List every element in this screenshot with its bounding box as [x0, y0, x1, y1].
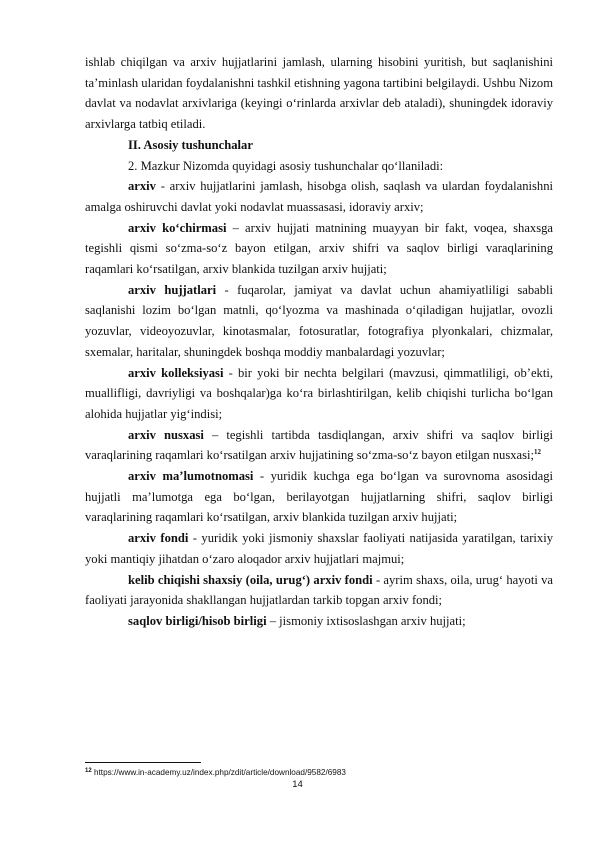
term-label: arxiv kolleksiyasi	[128, 365, 224, 380]
footnote-ref[interactable]: 12	[534, 448, 542, 457]
term-label: arxiv ko‘chirmasi	[128, 220, 227, 235]
section-heading: II. Asosiy tushunchalar	[128, 137, 253, 152]
term-label: arxiv hujjatlari	[128, 282, 217, 297]
term-definition: - bir yoki bir nechta belgilari (mavzusi, qimmatliligi, ob’ekti, muallifligi, davriyligi va boshqalar)ga ko‘ra birlashtirilgan, kelib chiqishi turlicha bo‘lgan alohida hujjatlar yig‘indisi;	[85, 365, 553, 421]
term-definition: - ayrim shaxs, oila, urug‘ hayoti va faoliyati jarayonida shakllangan hujjatlardan tarkib topgan arxiv fondi;	[85, 572, 554, 608]
term-label: arxiv	[128, 179, 156, 194]
footnote-mark: 12	[85, 768, 92, 774]
body-text	[85, 52, 553, 632]
term-arxiv-hujjatlari	[85, 280, 553, 363]
term-definition: - yuridik yoki jismoniy shaxslar faoliyati natijasida yaratilgan, tarixiy yoki mantiqiy jihatdan o‘zaro aloqador arxiv hujjatlari majmui;	[85, 531, 553, 566]
term-label: arxiv nusxasi	[128, 427, 204, 442]
term-saqlov-birligi	[85, 611, 553, 632]
intro-paragraph: ishlab chiqilgan va arxiv hujjatlarini jamlash, ularning hisobini yuritish, but saqlanishini ta’minlash ularidan foydalanishni tashkil etishning yagona tartibini belgilaydi. Ushbu Nizom davlat va nodavlat arxivlariga (keyingi o‘rinlarda arxivlar deb ataladi), shuningdek idoraviy arxivlarga tatbiq etiladi.	[85, 55, 553, 132]
lead-paragraph: 2. Mazkur Nizomda quyidagi asosiy tushunchalar qo‘llaniladi:	[128, 158, 444, 173]
term-label: arxiv ma’lumotnomasi	[128, 469, 254, 484]
term-arxiv	[85, 176, 553, 217]
term-definition: - fuqarolar, jamiyat va davlat uchun ahamiyatliligi sababli saqlanishi lozim bo‘lgan matnli, qo‘lyozma va mashinada o‘qiladigan hujjatlar, ovozli yozuvlar, videoyozuvlar, kinotasmalar, fotosuratlar, fotografiya plyonkalari, chizmalar, sxemalar, haritalar, shuningdek boshqa moddiy manbalardagi yozuvlar;	[85, 282, 554, 359]
term-definition: - yuridik kuchga ega bo‘lgan va surovnoma asosidagi hujjatli ma’lumotga ega bo‘lgan, berilayotgan hujjatlarning shifri, saqlov birligi varaqlarining raqamlari ko‘rsatilgan, arxiv blankida tuzilgan arxiv hujjati;	[85, 469, 553, 525]
term-arxiv-kolleksiyasi	[85, 363, 553, 425]
term-definition: – arxiv hujjati matnining muayyan bir fakt, voqea, shaxsga tegishli qismi so‘zma-so‘z bayon etilgan, arxiv shifri va saqlov birligi varaqlarining raqamlari ko‘rsatilgan, arxiv blankida tuzilgan arxiv hujjati;	[85, 220, 554, 277]
term-definition: – jismoniy ixtisoslashgan arxiv hujjati;	[266, 613, 466, 628]
term-arxiv-kochirmasi	[85, 218, 553, 280]
term-shaxsiy-arxiv-fondi	[85, 570, 553, 611]
term-label: arxiv fondi	[128, 531, 189, 546]
term-arxiv-malumotnomasi	[85, 466, 553, 528]
page-number: 14	[292, 779, 303, 790]
footnote-link[interactable]: https://www.in-academy.uz/index.php/zdit/article/download/9582/6983	[91, 768, 346, 777]
term-label: saqlov birligi/hisob birligi	[128, 613, 267, 628]
term-label: kelib chiqishi shaxsiy (oila, urug‘) arxiv fondi	[128, 572, 373, 587]
term-definition: - arxiv hujjatlarini jamlash, hisobga olish, saqlash va ulardan foydalanishni amalga oshiruvchi davlat yoki nodavlat muassasasi, idoraviy arxiv;	[85, 179, 553, 214]
term-definition: – tegishli tartibda tasdiqlangan, arxiv shifri va saqlov birligi varaqlarining raqamlari ko‘rsatilgan arxiv hujjatining so‘zma-so‘z bayon etilgan nusxasi;	[85, 427, 553, 463]
term-arxiv-nusxasi	[85, 425, 553, 466]
footnote	[85, 767, 555, 778]
footnote-divider	[85, 762, 201, 763]
term-arxiv-fondi	[85, 528, 553, 569]
